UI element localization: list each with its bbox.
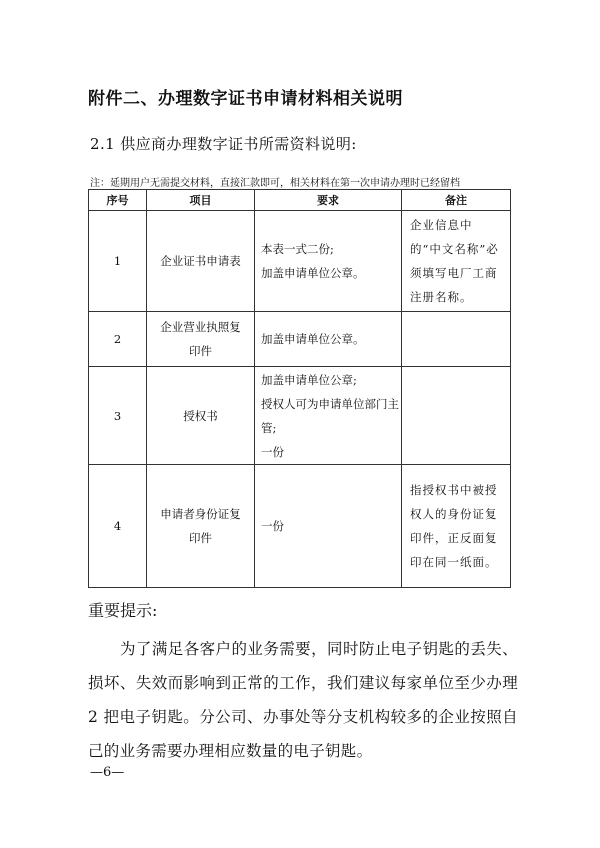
row-item: 企业证书申请表: [160, 254, 241, 268]
table-row: [89, 465, 511, 588]
materials-table: [88, 189, 511, 588]
header-no: 序号: [89, 190, 147, 211]
row-no: 3: [89, 367, 147, 465]
row-remark: 企业信息中的“中文名称”必须填写电厂工商注册名称。: [410, 218, 499, 304]
section-title: 2.1 供应商办理数字证书所需资料说明:: [90, 135, 357, 153]
row-requirement: 加盖申请单位公章; 授权人可为申请单位部门主管; 一份: [255, 367, 402, 465]
table-note: 注：延期用户无需提交材料，直接汇款即可，相关材料在第一次申请办理时已经留档: [90, 178, 460, 189]
header-item: 项目: [147, 190, 255, 211]
table-header-row: [89, 190, 511, 211]
row-remark: 指授权书中被授权人的身份证复印件，正反面复印在同一纸面。: [410, 483, 498, 569]
row-requirement: 本表一式二份; 加盖申请单位公章。: [255, 211, 402, 312]
row-requirement: 加盖申请单位公章。: [255, 312, 402, 367]
table-row: [89, 367, 511, 465]
row-item: 企业营业执照复印件: [160, 320, 241, 358]
tips-title: 重要提示:: [88, 601, 158, 620]
row-no: 4: [89, 465, 147, 588]
row-requirement: 一份: [255, 465, 402, 588]
tips-paragraph: 为了满足各客户的业务需要，同时防止电子钥匙的丢失、损坏、失效而影响到正常的工作，我们建议每家单位至少办理 2 把电子钥匙。分公司、办事处等分支机构较多的企业按照自己的业务需要办理相应数量的电子钥匙。: [88, 640, 518, 760]
document-heading: 附件二、办理数字证书申请材料相关说明: [88, 89, 403, 109]
table-row: [89, 312, 511, 367]
header-remark: 备注: [402, 190, 511, 211]
row-no: 1: [89, 211, 147, 312]
page-number: —6—: [90, 765, 125, 780]
header-requirement: 要求: [255, 190, 402, 211]
row-no: 2: [89, 312, 147, 367]
table-row: [89, 211, 511, 312]
row-item: 授权书: [183, 408, 218, 423]
row-item: 申请者身份证复印件: [160, 507, 241, 545]
